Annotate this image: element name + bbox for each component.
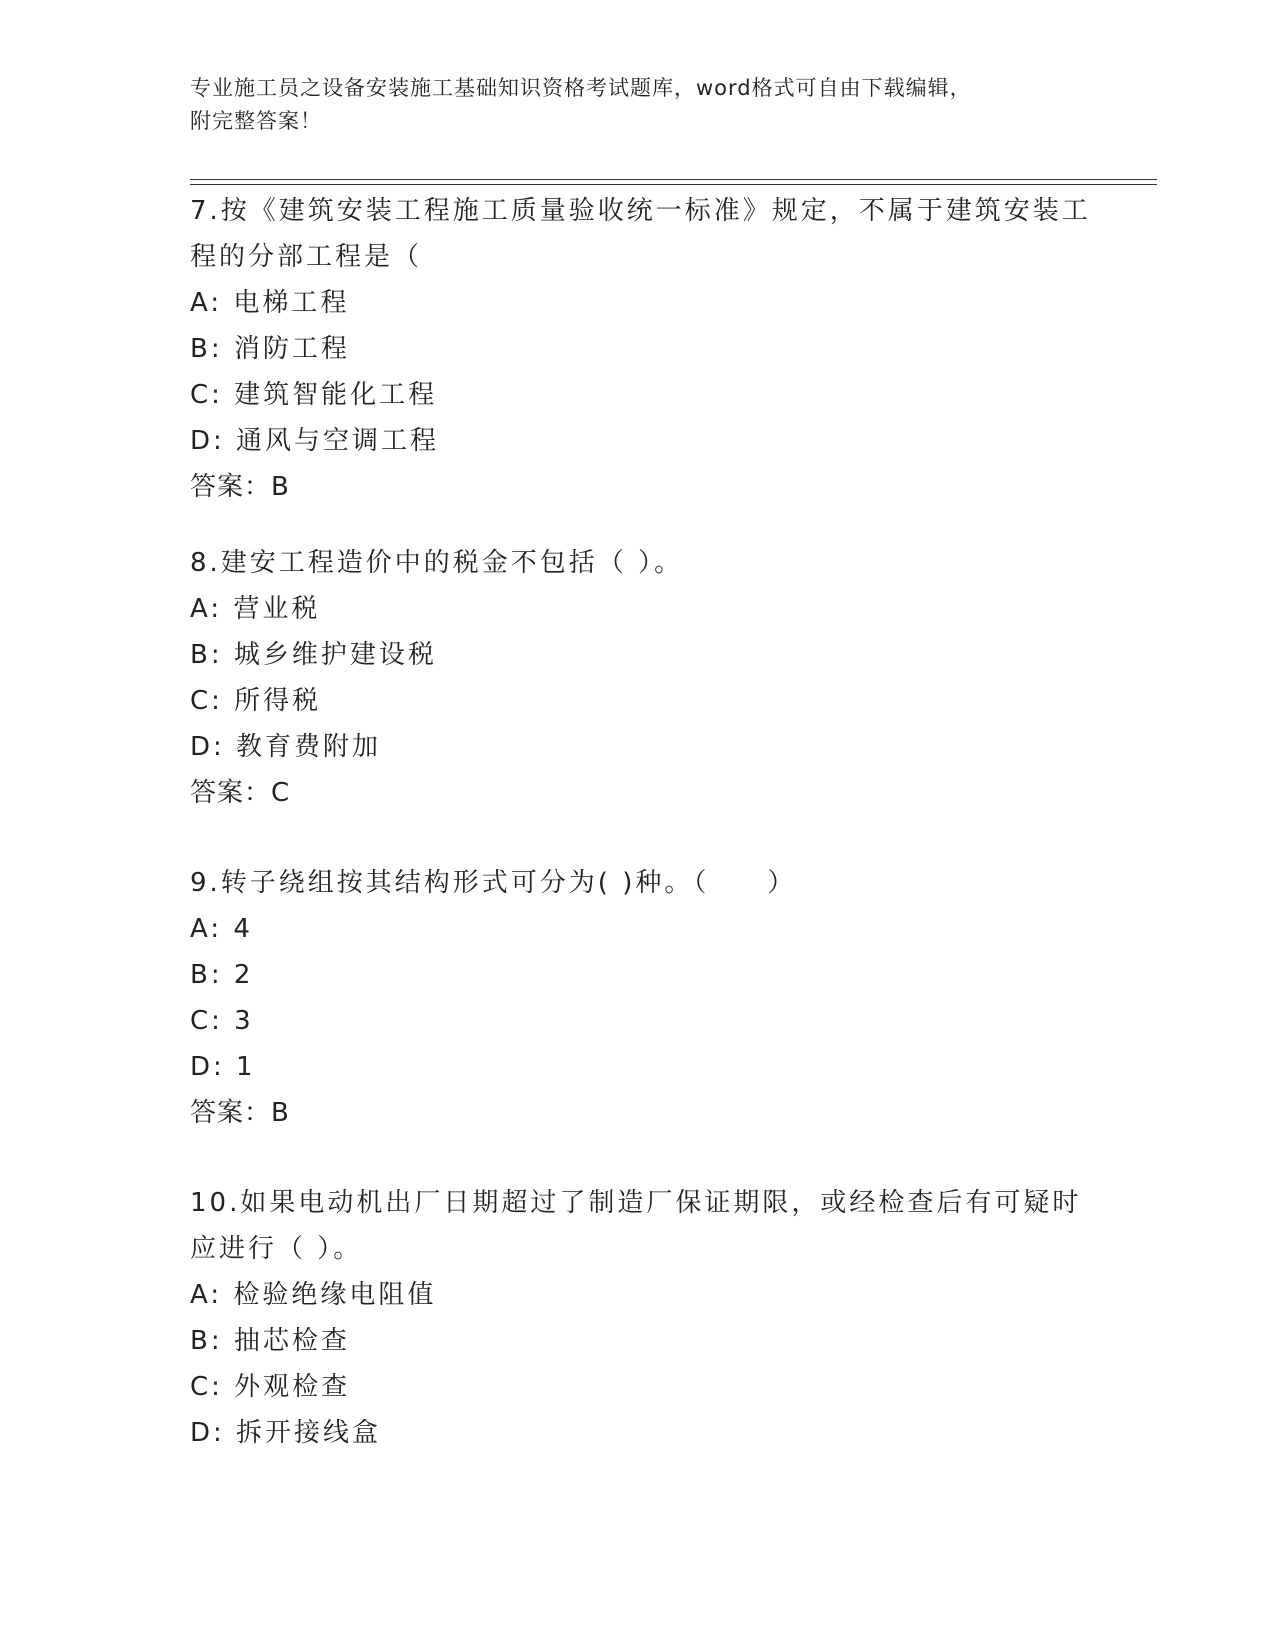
answer-label: 答案：C (190, 778, 291, 808)
question-9 (190, 860, 1110, 1136)
answer-label: 答案：B (190, 472, 290, 502)
option-b: B: 抽芯检查 (190, 1326, 350, 1356)
question-stem: 8.建安工程造价中的税金不包括（ ）。 (190, 548, 684, 578)
document-header: 专业施工员之设备安装施工基础知识资格考试题库，word格式可自由下载编辑， 附完整答案！ (190, 76, 972, 133)
option-a: A: 电梯工程 (190, 288, 350, 318)
option-c: C: 3 (190, 1006, 254, 1036)
question-stem: 9.转子绕组按其结构形式可分为( )种。（ ） (190, 868, 797, 898)
option-c: C: 所得税 (190, 686, 322, 716)
question-stem: 10.如果电动机出厂日期超过了制造厂保证期限，或经检查后有可疑时应进行（ ）。 (190, 1188, 1082, 1264)
option-b: B: 2 (190, 960, 254, 990)
option-c: C: 建筑智能化工程 (190, 380, 438, 410)
option-c: C: 外观检查 (190, 1372, 351, 1402)
header-divider-bottom (190, 184, 1157, 185)
question-10 (190, 1180, 1110, 1456)
option-b: B: 城乡维护建设税 (190, 640, 437, 670)
option-d: D: 1 (190, 1052, 256, 1082)
question-7 (190, 188, 1110, 510)
option-a: A: 4 (190, 914, 253, 944)
option-d: D: 通风与空调工程 (190, 426, 440, 456)
answer-label: 答案：B (190, 1098, 290, 1128)
option-d: D: 拆开接线盒 (190, 1418, 382, 1448)
option-a: A: 营业税 (190, 594, 321, 624)
option-a: A: 检验绝缘电阻值 (190, 1280, 437, 1310)
question-stem: 7.按《建筑安装工程施工质量验收统一标准》规定，不属于建筑安装工程的分部工程是（ (190, 196, 1091, 272)
option-b: B: 消防工程 (190, 334, 350, 364)
option-d: D: 教育费附加 (190, 732, 382, 762)
question-8 (190, 540, 1110, 816)
header-divider-top (190, 179, 1157, 180)
